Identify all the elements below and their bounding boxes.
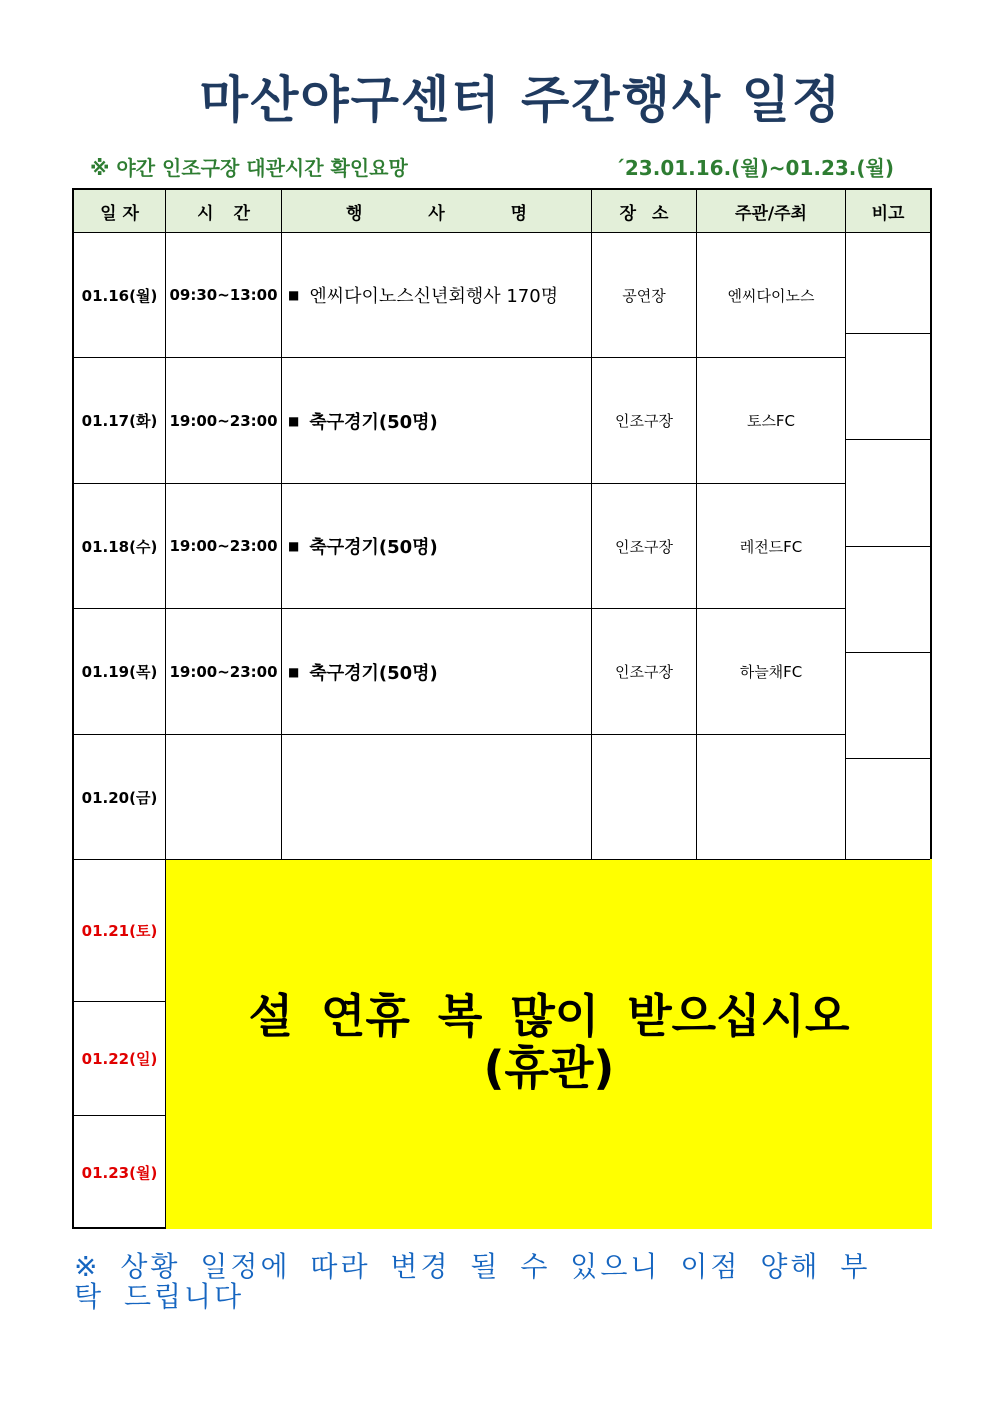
schedule-table <box>72 188 932 1229</box>
row-time: 09:30~13:00 <box>169 286 278 304</box>
holiday-date: 01.21(토) <box>81 922 158 940</box>
row-time: 19:00~23:00 <box>169 537 278 555</box>
row-time: 19:00~23:00 <box>169 411 278 430</box>
row-event <box>282 609 591 734</box>
bullet-icon: ■ <box>288 413 300 428</box>
row-event-label: 축구경기(50명) <box>309 537 438 558</box>
row-date: 01.18(수) <box>81 537 158 556</box>
row-event-label: 축구경기(50명) <box>309 662 438 684</box>
row-time: 19:00~23:00 <box>169 662 278 681</box>
row-place: 인조구장 <box>615 537 673 556</box>
row-host: 토스FC <box>746 412 796 430</box>
row-date: 01.16(월) <box>81 286 158 305</box>
header-time: 시 간 <box>197 203 250 224</box>
row-event-label: 엔씨다이노스신년회행사 170명 <box>309 286 559 307</box>
field-notice: ※ 야간 인조구장 대관시간 확인요망 <box>90 156 408 180</box>
row-host: 엔씨다이노스 <box>727 286 815 305</box>
row-event-label: 축구경기(50명) <box>309 411 438 433</box>
header-event: 행 사 명 <box>345 203 528 224</box>
header-host: 주관/주최 <box>735 203 807 224</box>
holiday-message-line1: 설 연휴 복 많이 받으십시오 <box>248 989 850 1043</box>
row-place: 인조구장 <box>615 412 673 430</box>
header-date: 일 자 <box>100 203 139 224</box>
header-note: 비고 <box>871 203 905 224</box>
holiday-message <box>166 990 932 1094</box>
row-event <box>282 358 591 483</box>
row-place: 인조구장 <box>615 663 673 681</box>
holiday-date: 01.23(월) <box>81 1164 158 1182</box>
schedule-period: ´23.01.16.(월)~01.23.(월) <box>614 156 894 180</box>
row-place: 공연장 <box>622 286 666 305</box>
holiday-date: 01.22(일) <box>81 1050 158 1068</box>
bullet-icon: ■ <box>288 664 300 679</box>
row-event <box>282 233 591 357</box>
bullet-icon: ■ <box>288 539 300 553</box>
page-title: 마산야구센터 주간행사 일정 <box>199 71 843 129</box>
row-date: 01.20(금) <box>81 788 158 807</box>
bullet-icon: ■ <box>288 288 300 302</box>
header-place: 장 소 <box>619 203 669 224</box>
row-event <box>282 484 591 608</box>
holiday-message-line2: (휴관) <box>483 1041 615 1095</box>
footer-notice: ※ 상황 일정에 따라 변경 될 수 있으니 이점 양해 부탁 드립니다 <box>74 1250 871 1313</box>
row-host: 하늘채FC <box>739 663 803 681</box>
row-date: 01.19(목) <box>81 663 158 681</box>
row-host: 레전드FC <box>739 537 803 556</box>
row-date: 01.17(화) <box>81 412 158 430</box>
